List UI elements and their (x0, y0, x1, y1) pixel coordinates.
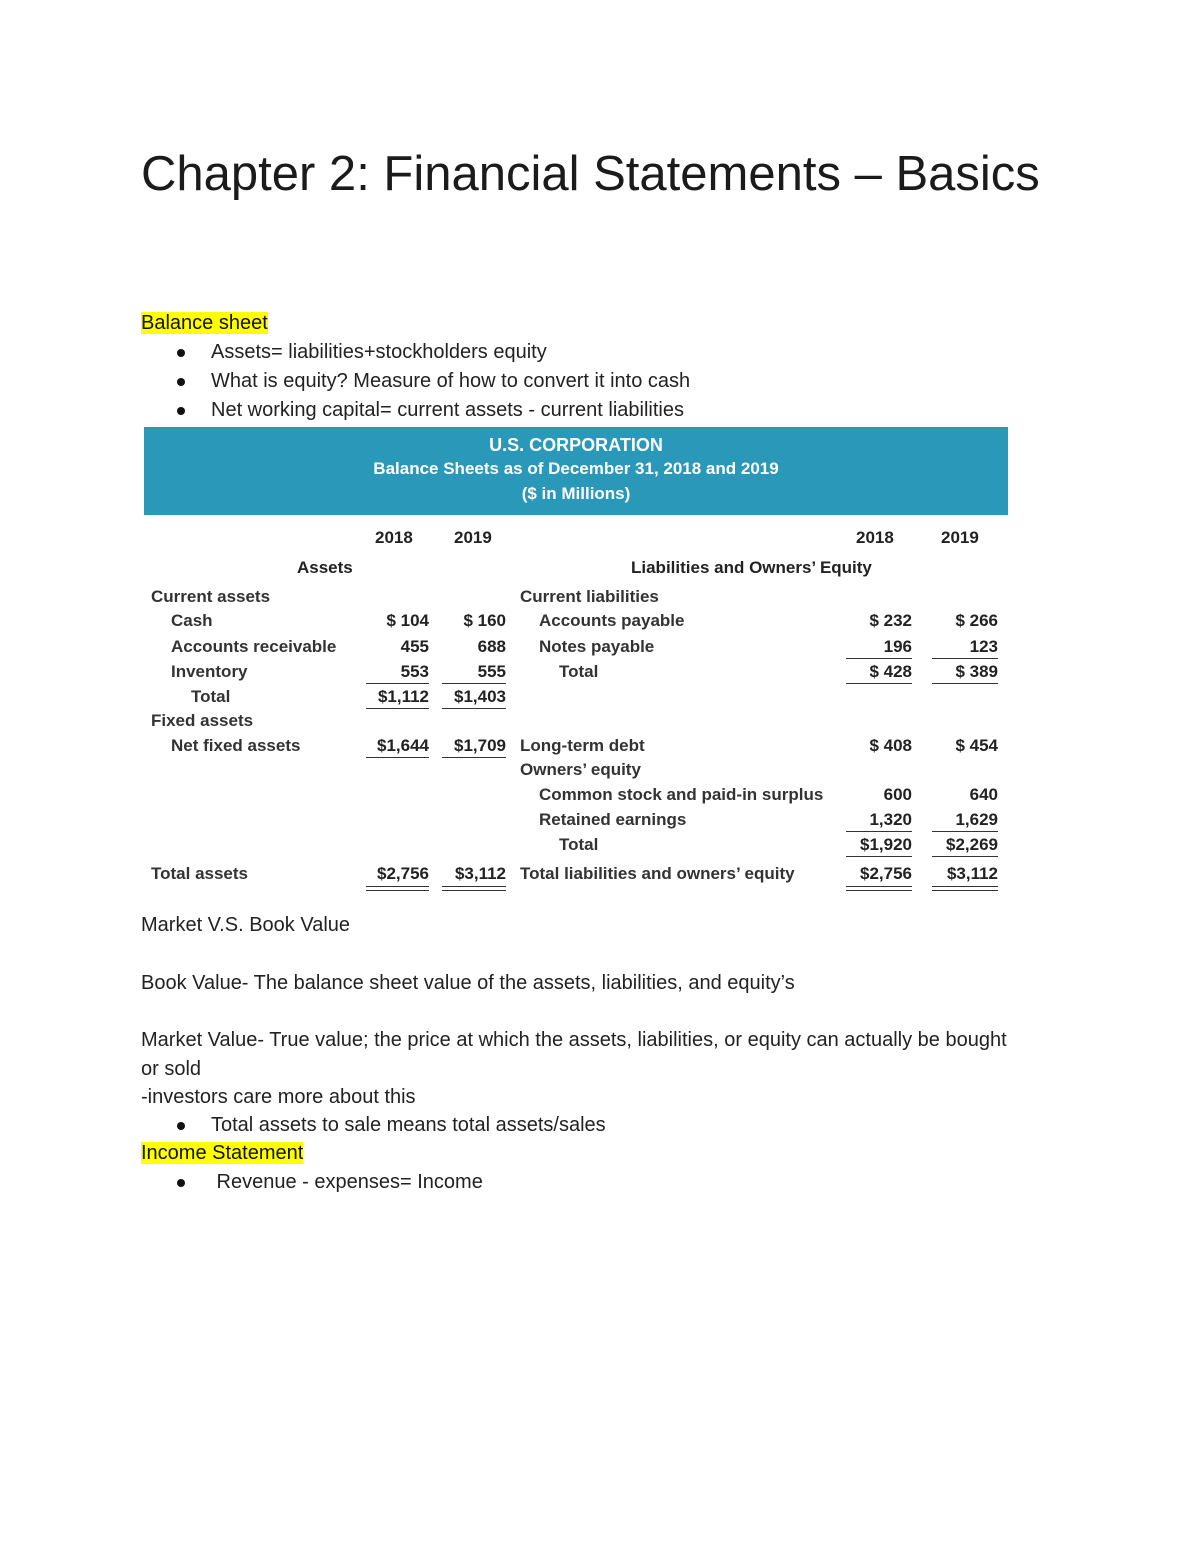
list-item: Assets= liabilities+stockholders equity (141, 338, 690, 367)
bullet-icon (177, 349, 185, 357)
cash-label: Cash (171, 611, 213, 630)
total-current-liabilities-2019: $ 389 (955, 662, 998, 681)
np-2018: 196 (883, 637, 912, 656)
page-title: Chapter 2: Financial Statements – Basics (141, 147, 1040, 201)
bullet-icon (177, 1179, 185, 1187)
total-assets-2019: $3,112 (454, 864, 506, 883)
investors-note: -investors care more about this (141, 1086, 416, 1108)
double-underline (366, 886, 429, 891)
balance-sheet-bullets (141, 338, 690, 425)
current-liabilities-label: Current liabilities (520, 587, 659, 606)
total-assets-label: Total assets (151, 864, 249, 883)
total-current-liabilities-2018: $ 428 (869, 662, 912, 681)
list-item: Revenue - expenses= Income (141, 1168, 483, 1197)
total-assets-2018: $2,756 (377, 864, 429, 883)
underline (366, 683, 429, 684)
current-assets-label: Current assets (151, 587, 271, 606)
total-liabilities-equity-2018: $2,756 (860, 864, 912, 883)
total-equity-2019: $2,269 (946, 835, 998, 854)
long-term-debt-2018: $ 408 (869, 736, 912, 755)
ap-2019: $ 266 (955, 611, 998, 630)
total-current-assets-label: Total (191, 687, 231, 706)
common-stock-2019: 640 (969, 785, 998, 804)
inventory-2019: 555 (477, 662, 506, 681)
list-item: What is equity? Measure of how to convert it into cash (141, 367, 690, 396)
ar-label: Accounts receivable (171, 637, 337, 656)
fixed-assets-label: Fixed assets (151, 711, 254, 730)
ar-2019: 688 (477, 637, 506, 656)
bullet-icon (177, 1122, 185, 1130)
year-2019-right: 2019 (941, 528, 979, 547)
ar-2018: 455 (400, 637, 429, 656)
income-statement-heading (141, 1140, 303, 1166)
ap-2018: $ 232 (869, 611, 912, 630)
double-underline (442, 886, 506, 891)
total-current-assets-2019: $1,403 (454, 687, 506, 706)
inventory-label: Inventory (171, 662, 248, 681)
figure-subtitle: Balance Sheets as of December 31, 2018 and 2019 (373, 459, 779, 478)
income-bullets (141, 1168, 483, 1197)
underline (846, 856, 912, 857)
bullet-icon (177, 407, 185, 415)
underline (366, 757, 429, 758)
underline (932, 658, 998, 659)
underline (932, 856, 998, 857)
retained-earnings-label: Retained earnings (539, 810, 687, 829)
market-value-text: Market Value- True value; the price at which the assets, liabilities, or equity can actually be bought or sold (141, 1029, 1007, 1080)
total-equity-label: Total (559, 835, 599, 854)
long-term-debt-2019: $ 454 (955, 736, 998, 755)
double-underline (932, 886, 998, 891)
underline (846, 831, 912, 832)
assets-heading: Assets (297, 558, 353, 577)
net-fixed-assets-2018: $1,644 (377, 736, 429, 755)
list-item: Net working capital= current assets - current liabilities (141, 396, 690, 425)
balance-sheet-heading (141, 310, 268, 336)
year-2019-left: 2019 (454, 528, 492, 547)
liabilities-heading: Liabilities and Owners’ Equity (631, 558, 872, 577)
net-fixed-assets-label: Net fixed assets (171, 736, 301, 755)
long-term-debt-label: Long-term debt (520, 736, 645, 755)
underline (846, 658, 912, 659)
total-liabilities-equity-2019: $3,112 (946, 864, 998, 883)
total-equity-2018: $1,920 (860, 835, 912, 854)
underline (932, 831, 998, 832)
common-stock-2018: 600 (883, 785, 912, 804)
underline (442, 757, 506, 758)
company-name: U.S. CORPORATION (489, 435, 663, 455)
book-value-text: Book Value- The balance sheet value of the assets, liabilities, and equity’s (141, 972, 795, 994)
underline (442, 683, 506, 684)
inventory-2018: 553 (400, 662, 429, 681)
cash-2019: $ 160 (463, 611, 506, 630)
double-underline (846, 886, 912, 891)
underline (366, 708, 429, 709)
ap-label: Accounts payable (539, 611, 685, 630)
common-stock-label: Common stock and paid-in surplus (539, 785, 824, 804)
cash-2018: $ 104 (386, 611, 429, 630)
market-vs-book-heading: Market V.S. Book Value (141, 914, 351, 936)
underline (846, 683, 912, 684)
year-2018-right: 2018 (856, 528, 894, 547)
np-label: Notes payable (539, 637, 655, 656)
total-liabilities-equity-label: Total liabilities and owners’ equity (520, 864, 795, 883)
figure-header (144, 427, 1008, 515)
balance-sheet-figure (144, 427, 1008, 897)
retained-earnings-2019: 1,629 (955, 810, 998, 829)
owners-equity-label: Owners’ equity (520, 760, 641, 779)
underline (442, 708, 506, 709)
figure-units: ($ in Millions) (521, 484, 631, 503)
total-current-liabilities-label: Total (559, 662, 599, 681)
market-bullets (141, 1111, 606, 1140)
np-2019: 123 (969, 637, 998, 656)
income-statement-label: Income Statement (141, 1142, 304, 1164)
net-fixed-assets-2019: $1,709 (454, 736, 506, 755)
list-item: Total assets to sale means total assets/sales (141, 1111, 606, 1140)
year-2018-left: 2018 (375, 528, 413, 547)
retained-earnings-2018: 1,320 (869, 810, 912, 829)
bullet-icon (177, 378, 185, 386)
total-current-assets-2018: $1,112 (377, 687, 429, 706)
underline (932, 683, 998, 684)
balance-sheet-label: Balance sheet (141, 312, 268, 334)
